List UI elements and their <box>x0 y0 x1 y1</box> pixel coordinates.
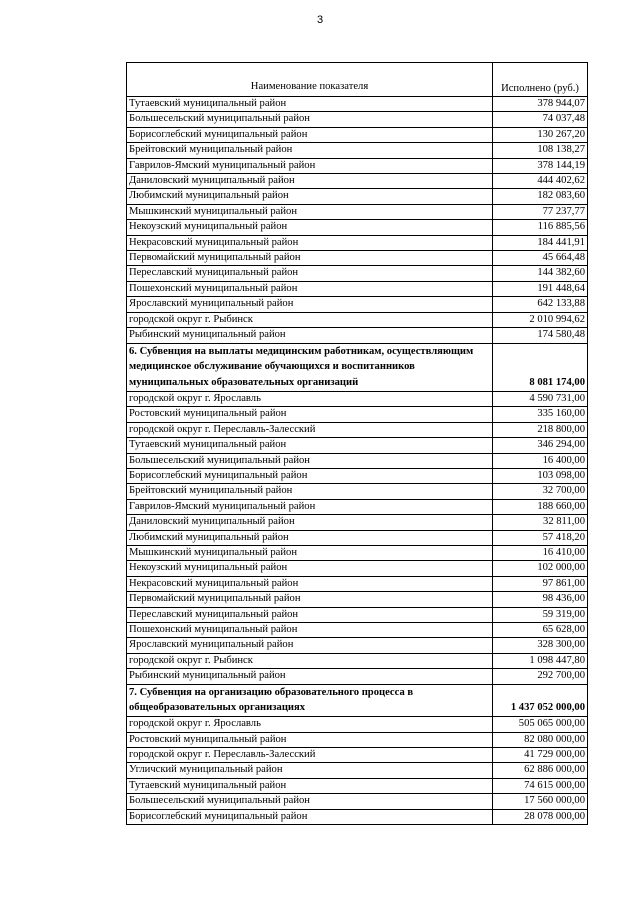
table-row <box>127 112 588 127</box>
section-total: 1 437 052 000,00 <box>493 684 588 717</box>
table-row <box>127 220 588 235</box>
table-row <box>127 484 588 499</box>
executed-amount: 378 944,07 <box>493 97 588 112</box>
executed-amount: 17 560 000,00 <box>493 794 588 809</box>
section-row <box>127 343 588 391</box>
municipality-name: Пошехонский муниципальный район <box>127 281 493 296</box>
municipality-name: Любимский муниципальный район <box>127 530 493 545</box>
executed-amount: 378 144,19 <box>493 158 588 173</box>
table-row <box>127 669 588 684</box>
municipality-name: Борисоглебский муниципальный район <box>127 468 493 483</box>
executed-amount: 45 664,48 <box>493 251 588 266</box>
executed-amount: 102 000,00 <box>493 561 588 576</box>
table-row <box>127 515 588 530</box>
executed-amount: 16 410,00 <box>493 545 588 560</box>
executed-amount: 116 885,56 <box>493 220 588 235</box>
executed-amount: 130 267,20 <box>493 127 588 142</box>
executed-amount: 41 729 000,00 <box>493 748 588 763</box>
executed-amount: 4 590 731,00 <box>493 391 588 406</box>
municipality-name: Первомайский муниципальный район <box>127 592 493 607</box>
table-row <box>127 592 588 607</box>
executed-amount: 74 037,48 <box>493 112 588 127</box>
executed-amount: 184 441,91 <box>493 235 588 250</box>
table-body <box>127 97 588 825</box>
executed-amount: 174 580,48 <box>493 328 588 343</box>
municipality-name: городской округ г. Рыбинск <box>127 653 493 668</box>
municipality-name: Рыбинский муниципальный район <box>127 669 493 684</box>
table-row <box>127 174 588 189</box>
municipality-name: Мышкинский муниципальный район <box>127 545 493 560</box>
municipality-name: Некоузский муниципальный район <box>127 561 493 576</box>
municipality-name: городской округ г. Ярославль <box>127 391 493 406</box>
municipality-name: Некоузский муниципальный район <box>127 220 493 235</box>
table-row <box>127 561 588 576</box>
executed-amount: 65 628,00 <box>493 622 588 637</box>
executed-amount: 59 319,00 <box>493 607 588 622</box>
table-row <box>127 204 588 219</box>
table-row <box>127 281 588 296</box>
table-row <box>127 607 588 622</box>
table-row <box>127 328 588 343</box>
municipality-name: Рыбинский муниципальный район <box>127 328 493 343</box>
table-row <box>127 251 588 266</box>
section-title: 6. Субвенция на выплаты медицинским работникам, осуществляющим медицинское обслуживание обучающихся и воспитанников муниципальных образовательных организаций <box>127 343 493 391</box>
municipality-name: Мышкинский муниципальный район <box>127 204 493 219</box>
executed-amount: 16 400,00 <box>493 453 588 468</box>
executed-amount: 74 615 000,00 <box>493 778 588 793</box>
table-row <box>127 143 588 158</box>
municipality-name: Даниловский муниципальный район <box>127 515 493 530</box>
municipality-name: Большесельский муниципальный район <box>127 112 493 127</box>
table-header-row <box>127 63 588 97</box>
table-row <box>127 748 588 763</box>
executed-amount: 57 418,20 <box>493 530 588 545</box>
table-row <box>127 127 588 142</box>
executed-amount: 62 886 000,00 <box>493 763 588 778</box>
table-row <box>127 653 588 668</box>
municipality-name: Переславский муниципальный район <box>127 266 493 281</box>
executed-amount: 98 436,00 <box>493 592 588 607</box>
section-row <box>127 684 588 717</box>
municipality-name: Пошехонский муниципальный район <box>127 622 493 637</box>
table-row <box>127 545 588 560</box>
executed-amount: 505 065 000,00 <box>493 717 588 732</box>
table-row <box>127 499 588 514</box>
executed-amount: 32 700,00 <box>493 484 588 499</box>
table-row <box>127 158 588 173</box>
executed-amount: 1 098 447,80 <box>493 653 588 668</box>
executed-amount: 346 294,00 <box>493 438 588 453</box>
executed-amount: 97 861,00 <box>493 576 588 591</box>
table-row <box>127 638 588 653</box>
municipality-name: Любимский муниципальный район <box>127 189 493 204</box>
municipality-name: городской округ г. Переславль-Залесский <box>127 422 493 437</box>
budget-execution-table <box>126 62 588 825</box>
municipality-name: Борисоглебский муниципальный район <box>127 809 493 824</box>
municipality-name: Ярославский муниципальный район <box>127 638 493 653</box>
executed-amount: 77 237,77 <box>493 204 588 219</box>
municipality-name: Некрасовский муниципальный район <box>127 235 493 250</box>
column-header-name: Наименование показателя <box>127 63 493 97</box>
table-row <box>127 407 588 422</box>
executed-amount: 444 402,62 <box>493 174 588 189</box>
municipality-name: Большесельский муниципальный район <box>127 453 493 468</box>
municipality-name: Даниловский муниципальный район <box>127 174 493 189</box>
table-row <box>127 453 588 468</box>
municipality-name: городской округ г. Переславль-Залесский <box>127 748 493 763</box>
executed-amount: 32 811,00 <box>493 515 588 530</box>
table-row <box>127 732 588 747</box>
table-row <box>127 312 588 327</box>
table-row <box>127 422 588 437</box>
municipality-name: Ростовский муниципальный район <box>127 407 493 422</box>
municipality-name: Борисоглебский муниципальный район <box>127 127 493 142</box>
executed-amount: 144 382,60 <box>493 266 588 281</box>
municipality-name: Тутаевский муниципальный район <box>127 438 493 453</box>
executed-amount: 642 133,88 <box>493 297 588 312</box>
table-row <box>127 763 588 778</box>
municipality-name: Первомайский муниципальный район <box>127 251 493 266</box>
table-row <box>127 468 588 483</box>
executed-amount: 108 138,27 <box>493 143 588 158</box>
executed-amount: 82 080 000,00 <box>493 732 588 747</box>
municipality-name: Угличский муниципальный район <box>127 763 493 778</box>
municipality-name: Ростовский муниципальный район <box>127 732 493 747</box>
table-row <box>127 391 588 406</box>
executed-amount: 328 300,00 <box>493 638 588 653</box>
page-number: 3 <box>316 14 324 26</box>
municipality-name: Брейтовский муниципальный район <box>127 484 493 499</box>
municipality-name: городской округ г. Рыбинск <box>127 312 493 327</box>
table-row <box>127 717 588 732</box>
municipality-name: Некрасовский муниципальный район <box>127 576 493 591</box>
municipality-name: Тутаевский муниципальный район <box>127 778 493 793</box>
column-header-executed: Исполнено (руб.) <box>493 63 588 97</box>
table-row <box>127 530 588 545</box>
executed-amount: 2 010 994,62 <box>493 312 588 327</box>
table-row <box>127 266 588 281</box>
executed-amount: 103 098,00 <box>493 468 588 483</box>
section-title: 7. Субвенция на организацию образовательного процесса в общеобразовательных организациях <box>127 684 493 717</box>
table-row <box>127 189 588 204</box>
municipality-name: Гаврилов-Ямский муниципальный район <box>127 158 493 173</box>
municipality-name: Тутаевский муниципальный район <box>127 97 493 112</box>
municipality-name: Большесельский муниципальный район <box>127 794 493 809</box>
table-row <box>127 809 588 824</box>
table-row <box>127 297 588 312</box>
table-row <box>127 576 588 591</box>
executed-amount: 292 700,00 <box>493 669 588 684</box>
executed-amount: 182 083,60 <box>493 189 588 204</box>
municipality-name: Брейтовский муниципальный район <box>127 143 493 158</box>
table-row <box>127 438 588 453</box>
table-row <box>127 235 588 250</box>
municipality-name: Переславский муниципальный район <box>127 607 493 622</box>
table-row <box>127 794 588 809</box>
executed-amount: 28 078 000,00 <box>493 809 588 824</box>
table-row <box>127 622 588 637</box>
executed-amount: 335 160,00 <box>493 407 588 422</box>
municipality-name: городской округ г. Ярославль <box>127 717 493 732</box>
municipality-name: Ярославский муниципальный район <box>127 297 493 312</box>
executed-amount: 188 660,00 <box>493 499 588 514</box>
section-total: 8 081 174,00 <box>493 343 588 391</box>
municipality-name: Гаврилов-Ямский муниципальный район <box>127 499 493 514</box>
executed-amount: 218 800,00 <box>493 422 588 437</box>
executed-amount: 191 448,64 <box>493 281 588 296</box>
table-row <box>127 97 588 112</box>
table-row <box>127 778 588 793</box>
